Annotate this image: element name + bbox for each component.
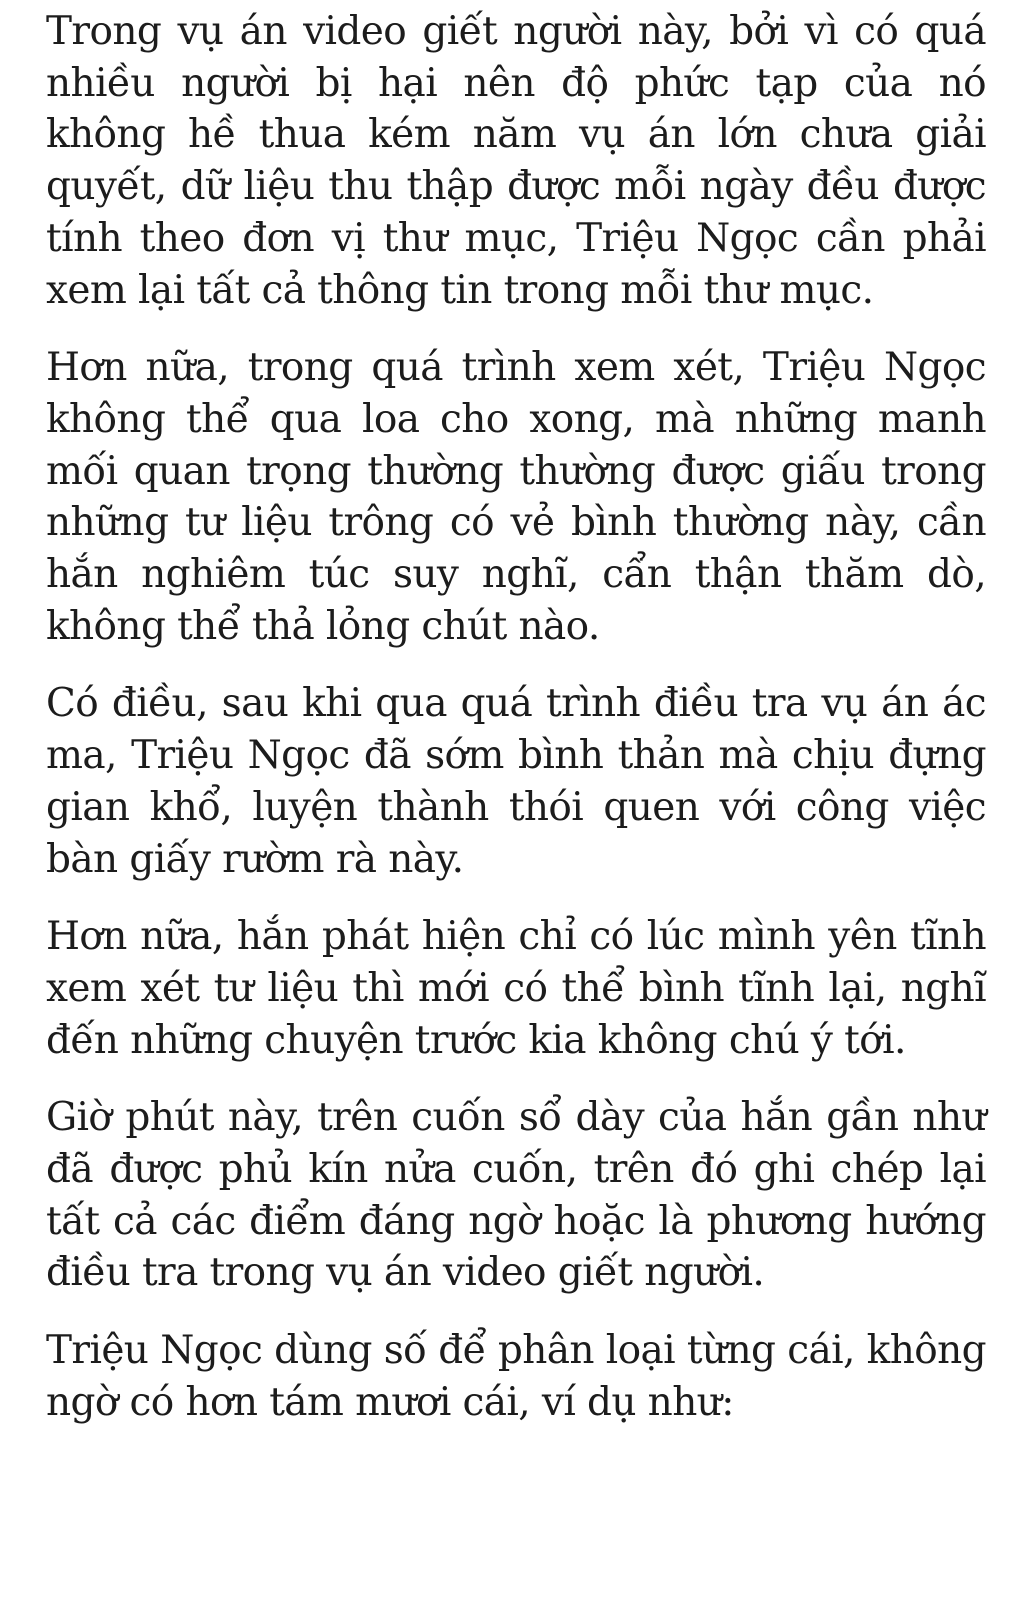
reading-page (46, 6, 986, 1455)
paragraph-5: Giờ phút này, trên cuốn sổ dày của hắn gần như đã được phủ kín nửa cuốn, trên đó ghi chép lại tất cả các điểm đáng ngờ hoặc là phương hướng điều tra trong vụ án video giết người. (46, 1095, 986, 1296)
paragraph-3: Có điều, sau khi qua quá trình điều tra vụ án ác ma, Triệu Ngọc đã sớm bình thản mà chịu đựng gian khổ, luyện thành thói quen với công việc bàn giấy rườm rà này. (46, 681, 986, 882)
paragraph-4: Hơn nữa, hắn phát hiện chỉ có lúc mình yên tĩnh xem xét tư liệu thì mới có thể bình tĩnh lại, nghĩ đến những chuyện trước kia không chú ý tới. (46, 914, 986, 1063)
paragraph-6: Triệu Ngọc dùng số để phân loại từng cái, không ngờ có hơn tám mươi cái, ví dụ như: (46, 1328, 986, 1425)
paragraph-1: Trong vụ án video giết người này, bởi vì có quá nhiều người bị hại nên độ phức tạp của nó không hề thua kém năm vụ án lớn chưa giải quyết, dữ liệu thu thập được mỗi ngày đều được tính theo đơn vị thư mục, Triệu Ngọc cần phải xem lại tất cả thông tin trong mỗi thư mục. (46, 9, 986, 313)
paragraph-2: Hơn nữa, trong quá trình xem xét, Triệu Ngọc không thể qua loa cho xong, mà những manh mối quan trọng thường thường được giấu trong những tư liệu trông có vẻ bình thường này, cần hắn nghiêm túc suy nghĩ, cẩn thận thăm dò, không thể thả lỏng chút nào. (46, 345, 986, 649)
